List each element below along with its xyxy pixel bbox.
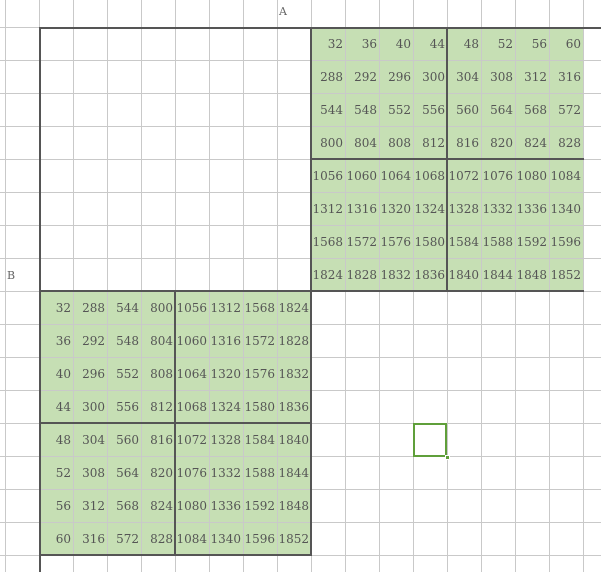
top-matrix-cell[interactable]: 308	[490, 70, 513, 84]
top-matrix-cell[interactable]: 1332	[482, 202, 513, 216]
left-matrix-cell[interactable]: 1572	[244, 334, 275, 348]
top-matrix-cell[interactable]: 812	[422, 136, 445, 150]
top-matrix-cell[interactable]: 1336	[516, 202, 547, 216]
top-matrix-cell[interactable]: 1824	[312, 268, 343, 282]
top-matrix-cell[interactable]: 560	[456, 103, 479, 117]
top-matrix-cell[interactable]: 296	[388, 70, 411, 84]
left-matrix-cell[interactable]: 48	[55, 433, 71, 447]
left-matrix-cell[interactable]: 60	[55, 532, 71, 546]
top-matrix-cell[interactable]: 36	[361, 37, 377, 51]
left-matrix-cell[interactable]: 308	[82, 466, 105, 480]
top-matrix-cell[interactable]: 1572	[346, 235, 377, 249]
top-matrix-cell[interactable]: 800	[320, 136, 343, 150]
left-matrix-cell[interactable]: 804	[150, 334, 173, 348]
top-matrix-cell[interactable]: 548	[354, 103, 377, 117]
selected-cell[interactable]	[413, 423, 447, 457]
top-matrix-cell[interactable]: 1828	[346, 268, 377, 282]
top-matrix-cell[interactable]: 1340	[550, 202, 581, 216]
top-matrix-cell[interactable]: 1328	[448, 202, 479, 216]
left-matrix-cell[interactable]: 1328	[210, 433, 241, 447]
top-matrix-cell[interactable]: 300	[422, 70, 445, 84]
top-matrix-cell[interactable]: 1320	[380, 202, 411, 216]
left-matrix-cell[interactable]: 548	[116, 334, 139, 348]
left-matrix-cell[interactable]: 556	[116, 400, 139, 414]
left-matrix-cell[interactable]: 296	[82, 367, 105, 381]
top-matrix-cell[interactable]: 1084	[550, 169, 581, 183]
left-matrix-cell[interactable]: 1332	[210, 466, 241, 480]
left-matrix-cell[interactable]: 1580	[244, 400, 275, 414]
top-matrix-cell[interactable]: 52	[497, 37, 513, 51]
left-matrix-cell[interactable]: 1576	[244, 367, 275, 381]
top-matrix-cell[interactable]: 316	[558, 70, 581, 84]
top-matrix-cell[interactable]: 564	[490, 103, 513, 117]
top-matrix-cell[interactable]: 1060	[346, 169, 377, 183]
border-left-block-bottom	[39, 554, 312, 556]
top-matrix-cell[interactable]: 1848	[516, 268, 547, 282]
top-matrix-cell[interactable]: 304	[456, 70, 479, 84]
left-matrix-cell[interactable]: 1828	[278, 334, 309, 348]
top-matrix-cell[interactable]: 1076	[482, 169, 513, 183]
left-matrix-cell[interactable]: 1068	[176, 400, 207, 414]
top-matrix-cell[interactable]: 1064	[380, 169, 411, 183]
left-matrix-cell[interactable]: 800	[150, 301, 173, 315]
top-matrix-cell[interactable]: 56	[531, 37, 547, 51]
left-matrix-cell[interactable]: 816	[150, 433, 173, 447]
top-matrix-cell[interactable]: 544	[320, 103, 343, 117]
border-outer-left	[39, 27, 41, 572]
left-matrix-cell[interactable]: 56	[55, 499, 71, 513]
top-matrix-cell[interactable]: 48	[463, 37, 479, 51]
column-header-label: A	[279, 5, 287, 18]
left-matrix-cell[interactable]: 1844	[278, 466, 309, 480]
left-matrix-cell[interactable]: 824	[150, 499, 173, 513]
left-matrix-cell[interactable]: 288	[82, 301, 105, 315]
border-top-block-bottom	[310, 290, 584, 292]
top-matrix-cell[interactable]: 1568	[312, 235, 343, 249]
top-matrix-cell[interactable]: 40	[395, 37, 411, 51]
top-matrix-cell[interactable]: 1324	[414, 202, 445, 216]
left-matrix-cell[interactable]: 1336	[210, 499, 241, 513]
border-top-block-mid-h	[311, 158, 584, 160]
left-matrix-cell[interactable]: 1316	[210, 334, 241, 348]
left-matrix-cell[interactable]: 52	[55, 466, 71, 480]
left-matrix-cell[interactable]: 564	[116, 466, 139, 480]
top-matrix-cell[interactable]: 1056	[312, 169, 343, 183]
left-matrix-cell[interactable]: 40	[55, 367, 71, 381]
top-matrix-cell[interactable]: 1576	[380, 235, 411, 249]
top-matrix-cell[interactable]: 1584	[448, 235, 479, 249]
left-matrix-cell[interactable]: 1836	[278, 400, 309, 414]
left-matrix-cell[interactable]: 1596	[244, 532, 275, 546]
top-matrix-cell[interactable]: 60	[565, 37, 581, 51]
left-matrix-cell[interactable]: 1072	[176, 433, 207, 447]
left-matrix-cell[interactable]: 44	[55, 400, 71, 414]
top-matrix-cell[interactable]: 828	[558, 136, 581, 150]
top-matrix-cell[interactable]: 568	[524, 103, 547, 117]
top-matrix-cell[interactable]: 1840	[448, 268, 479, 282]
left-matrix-cell[interactable]: 1584	[244, 433, 275, 447]
top-matrix-cell[interactable]: 552	[388, 103, 411, 117]
top-matrix-cell[interactable]: 1588	[482, 235, 513, 249]
top-matrix-cell[interactable]: 1080	[516, 169, 547, 183]
left-matrix-cell[interactable]: 812	[150, 400, 173, 414]
left-matrix-cell[interactable]: 572	[116, 532, 139, 546]
left-matrix-cell[interactable]: 1320	[210, 367, 241, 381]
top-matrix-cell[interactable]: 816	[456, 136, 479, 150]
left-matrix-cell[interactable]: 1076	[176, 466, 207, 480]
left-matrix-cell[interactable]: 36	[55, 334, 71, 348]
left-matrix-cell[interactable]: 1840	[278, 433, 309, 447]
left-matrix-cell[interactable]: 312	[82, 499, 105, 513]
top-matrix-cell[interactable]: 312	[524, 70, 547, 84]
top-matrix-cell[interactable]: 292	[354, 70, 377, 84]
top-matrix-cell[interactable]: 32	[327, 37, 343, 51]
top-matrix-cell[interactable]: 1596	[550, 235, 581, 249]
top-matrix-cell[interactable]: 1592	[516, 235, 547, 249]
left-matrix-cell[interactable]: 820	[150, 466, 173, 480]
top-matrix-cell[interactable]: 1836	[414, 268, 445, 282]
left-matrix-cell[interactable]: 808	[150, 367, 173, 381]
top-matrix-cell[interactable]: 824	[524, 136, 547, 150]
left-matrix-cell[interactable]: 304	[82, 433, 105, 447]
left-matrix-cell[interactable]: 828	[150, 532, 173, 546]
left-matrix-cell[interactable]: 32	[55, 301, 71, 315]
left-matrix-cell[interactable]: 1832	[278, 367, 309, 381]
top-matrix-cell[interactable]: 1852	[550, 268, 581, 282]
top-matrix-cell[interactable]: 1832	[380, 268, 411, 282]
top-matrix-cell[interactable]: 1844	[482, 268, 513, 282]
top-matrix-cell[interactable]: 1312	[312, 202, 343, 216]
top-matrix-cell[interactable]: 1072	[448, 169, 479, 183]
grid-line-vertical	[5, 0, 6, 572]
left-matrix-cell[interactable]: 1056	[176, 301, 207, 315]
left-matrix-cell[interactable]: 1340	[210, 532, 241, 546]
top-matrix-cell[interactable]: 1580	[414, 235, 445, 249]
left-matrix-cell[interactable]: 560	[116, 433, 139, 447]
left-matrix-cell[interactable]: 568	[116, 499, 139, 513]
left-matrix-cell[interactable]: 544	[116, 301, 139, 315]
left-matrix-cell[interactable]: 552	[116, 367, 139, 381]
left-matrix-cell[interactable]: 1312	[210, 301, 241, 315]
left-matrix-cell[interactable]: 1852	[278, 532, 309, 546]
border-left-block-mid-h	[39, 422, 312, 424]
left-matrix-cell[interactable]: 292	[82, 334, 105, 348]
left-matrix-cell[interactable]: 1060	[176, 334, 207, 348]
top-matrix-cell[interactable]: 288	[320, 70, 343, 84]
top-matrix-cell[interactable]: 820	[490, 136, 513, 150]
left-matrix-cell[interactable]: 1824	[278, 301, 309, 315]
left-matrix-cell[interactable]: 300	[82, 400, 105, 414]
row-header-label: B	[7, 269, 16, 282]
left-matrix-cell[interactable]: 1064	[176, 367, 207, 381]
left-matrix-cell[interactable]: 316	[82, 532, 105, 546]
left-matrix-cell[interactable]: 1592	[244, 499, 275, 513]
left-matrix-cell[interactable]: 1848	[278, 499, 309, 513]
left-matrix-cell[interactable]: 1084	[176, 532, 207, 546]
left-matrix-cell[interactable]: 1080	[176, 499, 207, 513]
top-matrix-cell[interactable]: 808	[388, 136, 411, 150]
left-matrix-cell[interactable]: 1588	[244, 466, 275, 480]
border-outer-top	[39, 27, 601, 29]
fill-handle[interactable]	[445, 455, 450, 460]
top-matrix-cell[interactable]: 804	[354, 136, 377, 150]
top-matrix-cell[interactable]: 44	[429, 37, 445, 51]
top-matrix-cell[interactable]: 1316	[346, 202, 377, 216]
left-matrix-cell[interactable]: 1568	[244, 301, 275, 315]
top-matrix-cell[interactable]: 556	[422, 103, 445, 117]
top-matrix-cell[interactable]: 572	[558, 103, 581, 117]
left-matrix-cell[interactable]: 1324	[210, 400, 241, 414]
top-matrix-cell[interactable]: 1068	[414, 169, 445, 183]
